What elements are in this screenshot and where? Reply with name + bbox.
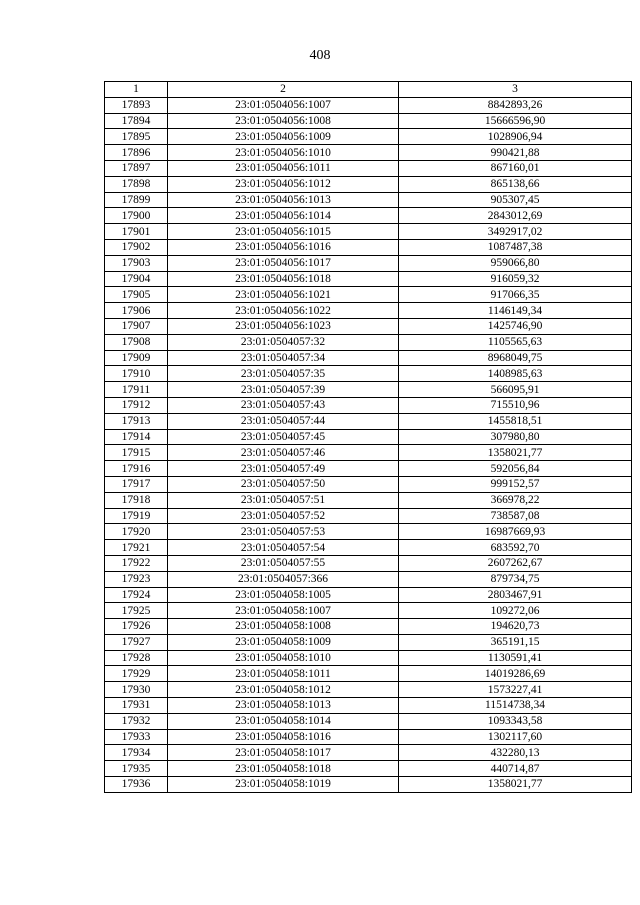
table-row [105,524,632,540]
cadastral-number-cell: 23:01:0504058:1013 [168,698,399,714]
value-cell: 14019286,69 [399,666,632,682]
value-cell: 1146149,34 [399,303,632,319]
row-number-cell: 17897 [105,160,168,176]
cadastral-number-cell: 23:01:0504057:32 [168,334,399,350]
table-row [105,208,632,224]
row-number-cell: 17935 [105,761,168,777]
value-cell: 365191,15 [399,634,632,650]
table-row [105,160,632,176]
value-cell: 1408985,63 [399,366,632,382]
value-cell: 8968049,75 [399,350,632,366]
row-number-cell: 17893 [105,97,168,113]
cadastral-number-cell: 23:01:0504056:1012 [168,176,399,192]
table-body [105,97,632,792]
page-number: 408 [309,48,331,63]
row-number-cell: 17930 [105,682,168,698]
value-cell: 1573227,41 [399,682,632,698]
table-row [105,619,632,635]
table-row [105,397,632,413]
table-row [105,129,632,145]
cadastral-number-cell: 23:01:0504057:52 [168,508,399,524]
row-number-cell: 17896 [105,145,168,161]
cadastral-number-cell: 23:01:0504057:55 [168,555,399,571]
row-number-cell: 17912 [105,397,168,413]
cadastral-number-cell: 23:01:0504056:1021 [168,287,399,303]
cadastral-number-cell: 23:01:0504056:1018 [168,271,399,287]
value-cell: 592056,84 [399,461,632,477]
cadastral-number-cell: 23:01:0504056:1023 [168,318,399,334]
cadastral-number-cell: 23:01:0504056:1014 [168,208,399,224]
value-cell: 1130591,41 [399,650,632,666]
row-number-cell: 17910 [105,366,168,382]
table-row [105,413,632,429]
row-number-cell: 17933 [105,729,168,745]
cadastral-number-cell: 23:01:0504056:1009 [168,129,399,145]
cadastral-number-cell: 23:01:0504056:1010 [168,145,399,161]
cadastral-number-cell: 23:01:0504057:50 [168,476,399,492]
table-header-row [105,82,632,98]
row-number-cell: 17895 [105,129,168,145]
value-cell: 1425746,90 [399,318,632,334]
table-row [105,476,632,492]
value-cell: 366978,22 [399,492,632,508]
value-cell: 1087487,38 [399,239,632,255]
table-row [105,713,632,729]
value-cell: 307980,80 [399,429,632,445]
cadastral-number-cell: 23:01:0504057:46 [168,445,399,461]
table-row [105,666,632,682]
value-cell: 1358021,77 [399,777,632,793]
table-row [105,239,632,255]
row-number-cell: 17901 [105,224,168,240]
row-number-cell: 17903 [105,255,168,271]
cadastral-number-cell: 23:01:0504058:1008 [168,619,399,635]
value-cell: 2607262,67 [399,555,632,571]
value-cell: 1455818,51 [399,413,632,429]
value-cell: 905307,45 [399,192,632,208]
table-row [105,350,632,366]
column-header-2: 2 [168,82,399,98]
value-cell: 917066,35 [399,287,632,303]
table-row [105,571,632,587]
table-row [105,445,632,461]
row-number-cell: 17932 [105,713,168,729]
table-row [105,224,632,240]
cadastral-number-cell: 23:01:0504057:43 [168,397,399,413]
value-cell: 440714,87 [399,761,632,777]
row-number-cell: 17913 [105,413,168,429]
row-number-cell: 17902 [105,239,168,255]
table-row [105,255,632,271]
value-cell: 2843012,69 [399,208,632,224]
row-number-cell: 17919 [105,508,168,524]
value-cell: 432280,13 [399,745,632,761]
table-row [105,97,632,113]
table-row [105,113,632,129]
table-row [105,508,632,524]
table-row [105,461,632,477]
cadastral-number-cell: 23:01:0504056:1017 [168,255,399,271]
table-row [105,777,632,793]
table-row [105,366,632,382]
cadastral-number-cell: 23:01:0504058:1019 [168,777,399,793]
cadastral-number-cell: 23:01:0504058:1014 [168,713,399,729]
cadastral-number-cell: 23:01:0504058:1012 [168,682,399,698]
row-number-cell: 17916 [105,461,168,477]
value-cell: 1093343,58 [399,713,632,729]
row-number-cell: 17914 [105,429,168,445]
cadastral-number-cell: 23:01:0504056:1015 [168,224,399,240]
table-row [105,587,632,603]
cadastral-number-cell: 23:01:0504056:1016 [168,239,399,255]
value-cell: 990421,88 [399,145,632,161]
cadastral-number-cell: 23:01:0504058:1016 [168,729,399,745]
value-cell: 1028906,94 [399,129,632,145]
cadastral-number-cell: 23:01:0504056:1011 [168,160,399,176]
value-cell: 566095,91 [399,382,632,398]
table-row [105,603,632,619]
table-row [105,334,632,350]
row-number-cell: 17898 [105,176,168,192]
table-row [105,745,632,761]
value-cell: 194620,73 [399,619,632,635]
value-cell: 16987669,93 [399,524,632,540]
cadastral-number-cell: 23:01:0504056:1008 [168,113,399,129]
column-header-1: 1 [105,82,168,98]
value-cell: 999152,57 [399,476,632,492]
cadastral-number-cell: 23:01:0504057:366 [168,571,399,587]
cadastral-number-cell: 23:01:0504057:44 [168,413,399,429]
row-number-cell: 17931 [105,698,168,714]
row-number-cell: 17909 [105,350,168,366]
row-number-cell: 17926 [105,619,168,635]
table-row [105,318,632,334]
row-number-cell: 17920 [105,524,168,540]
table-row [105,429,632,445]
column-header-3: 3 [399,82,632,98]
value-cell: 109272,06 [399,603,632,619]
table-row [105,729,632,745]
cadastral-number-cell: 23:01:0504057:45 [168,429,399,445]
row-number-cell: 17906 [105,303,168,319]
value-cell: 683592,70 [399,540,632,556]
table-row [105,271,632,287]
row-number-cell: 17925 [105,603,168,619]
row-number-cell: 17928 [105,650,168,666]
data-table [104,81,632,793]
cadastral-number-cell: 23:01:0504057:39 [168,382,399,398]
table-row [105,287,632,303]
cadastral-number-cell: 23:01:0504058:1010 [168,650,399,666]
row-number-cell: 17921 [105,540,168,556]
table-row [105,761,632,777]
row-number-cell: 17907 [105,318,168,334]
value-cell: 15666596,90 [399,113,632,129]
table-row [105,540,632,556]
row-number-cell: 17922 [105,555,168,571]
row-number-cell: 17918 [105,492,168,508]
value-cell: 1358021,77 [399,445,632,461]
cadastral-number-cell: 23:01:0504057:34 [168,350,399,366]
row-number-cell: 17915 [105,445,168,461]
table-row [105,698,632,714]
value-cell: 1105565,63 [399,334,632,350]
row-number-cell: 17929 [105,666,168,682]
value-cell: 2803467,91 [399,587,632,603]
row-number-cell: 17900 [105,208,168,224]
cadastral-number-cell: 23:01:0504057:51 [168,492,399,508]
row-number-cell: 17905 [105,287,168,303]
cadastral-number-cell: 23:01:0504056:1022 [168,303,399,319]
cadastral-number-cell: 23:01:0504056:1013 [168,192,399,208]
row-number-cell: 17923 [105,571,168,587]
row-number-cell: 17917 [105,476,168,492]
value-cell: 738587,08 [399,508,632,524]
row-number-cell: 17924 [105,587,168,603]
row-number-cell: 17911 [105,382,168,398]
cadastral-number-cell: 23:01:0504057:35 [168,366,399,382]
value-cell: 1302117,60 [399,729,632,745]
row-number-cell: 17899 [105,192,168,208]
cadastral-number-cell: 23:01:0504057:54 [168,540,399,556]
cadastral-number-cell: 23:01:0504058:1017 [168,745,399,761]
table-row [105,555,632,571]
cadastral-number-cell: 23:01:0504056:1007 [168,97,399,113]
row-number-cell: 17894 [105,113,168,129]
row-number-cell: 17936 [105,777,168,793]
row-number-cell: 17927 [105,634,168,650]
value-cell: 959066,80 [399,255,632,271]
value-cell: 3492917,02 [399,224,632,240]
cadastral-number-cell: 23:01:0504057:49 [168,461,399,477]
cadastral-number-cell: 23:01:0504058:1009 [168,634,399,650]
value-cell: 865138,66 [399,176,632,192]
cadastral-number-cell: 23:01:0504058:1007 [168,603,399,619]
cadastral-number-cell: 23:01:0504057:53 [168,524,399,540]
cadastral-number-cell: 23:01:0504058:1018 [168,761,399,777]
cadastral-number-cell: 23:01:0504058:1005 [168,587,399,603]
table-row [105,145,632,161]
table-row [105,682,632,698]
table-row [105,634,632,650]
table-row [105,192,632,208]
value-cell: 879734,75 [399,571,632,587]
table-row [105,382,632,398]
table-row [105,650,632,666]
row-number-cell: 17904 [105,271,168,287]
value-cell: 867160,01 [399,160,632,176]
row-number-cell: 17934 [105,745,168,761]
value-cell: 715510,96 [399,397,632,413]
row-number-cell: 17908 [105,334,168,350]
table-row [105,303,632,319]
table-row [105,492,632,508]
cadastral-number-cell: 23:01:0504058:1011 [168,666,399,682]
table-row [105,176,632,192]
value-cell: 8842893,26 [399,97,632,113]
value-cell: 916059,32 [399,271,632,287]
value-cell: 11514738,34 [399,698,632,714]
